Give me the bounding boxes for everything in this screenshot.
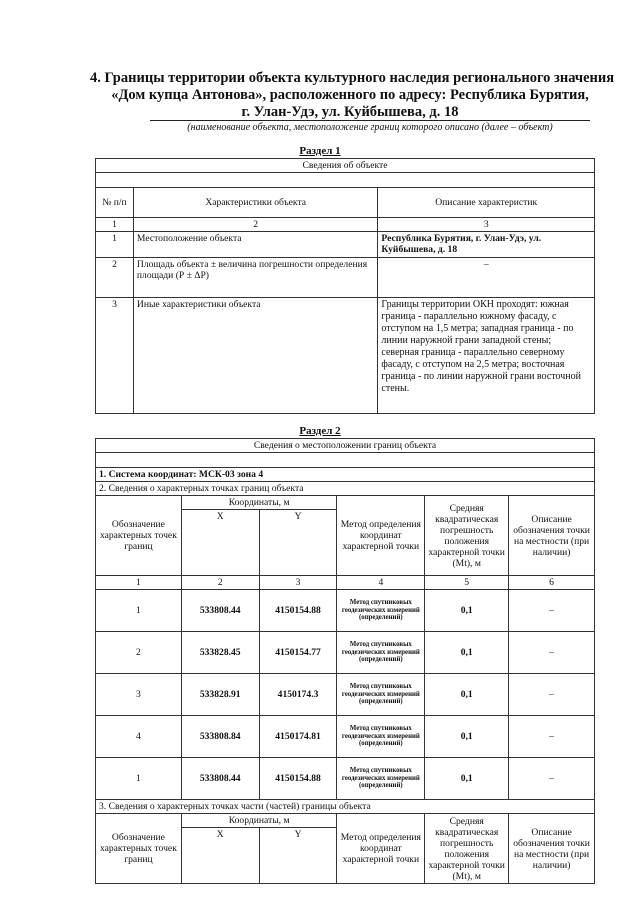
points-section-title: 2. Сведения о характерных точках границ объекта [96, 482, 595, 496]
section-2-title: Сведения о местоположении границ объекта [96, 439, 595, 453]
row-description: Границы территории ОКН проходят: южная граница - параллельно южному фасаду, с отступом на 1,5 метра; западная граница - по линии наружной грани западной стены; северная граница - параллельно северному фасаду, с отступом на 2,5 метра; восточная граница - по линии наружной грани восточной стены. [378, 298, 595, 414]
index-cell: 1 [96, 218, 134, 232]
point-x: 533808.84 [181, 716, 259, 758]
col-header-point: Обозначение характерных точек границ [96, 496, 182, 576]
point-x: 533808.44 [181, 590, 259, 632]
col-header-point-description: Описание обозначения точки на местности (при наличии) [509, 814, 595, 884]
col-header-no: № п/п [96, 188, 134, 218]
section-1-table [95, 158, 595, 414]
col-header-y: Y [259, 828, 337, 884]
row-no: 2 [96, 258, 134, 298]
row-description: Республика Бурятия, г. Улан-Удэ, ул. Куйбышева, д. 18 [378, 232, 595, 258]
col-header-x: X [181, 828, 259, 884]
heading-caption: (наименование объекта, местоположение границ которого описано (далее – объект) [187, 122, 553, 133]
heading-line-2: «Дом купца Антонова», расположенного по адресу: Республика Бурятия, [111, 87, 589, 103]
point-name: 4 [96, 716, 182, 758]
table-row [96, 716, 595, 758]
point-x: 533828.91 [181, 674, 259, 716]
point-method: Метод спутниковых геодезических измерений (определений) [337, 632, 425, 674]
col-header-coordinates: Координаты, м [181, 496, 337, 510]
spacer-row [96, 173, 595, 188]
point-method: Метод спутниковых геодезических измерений (определений) [337, 674, 425, 716]
index-cell: 3 [259, 576, 337, 590]
section-1-title: Сведения об объекте [96, 159, 595, 173]
point-x: 533828.45 [181, 632, 259, 674]
point-mt: 0,1 [425, 632, 509, 674]
col-header-description: Описание характеристик [378, 188, 595, 218]
section-1-label: Раздел 1 [299, 145, 341, 157]
spacer-row [96, 453, 595, 468]
index-cell: 6 [509, 576, 595, 590]
point-method: Метод спутниковых геодезических измерений (определений) [337, 716, 425, 758]
table-row [96, 674, 595, 716]
col-header-error: Средняя квадратическая погрешность положения характерной точки (Мt), м [425, 814, 509, 884]
heading-line-3: г. Улан-Удэ, ул. Куйбышева, д. 18 [241, 104, 459, 120]
section-2-table [95, 438, 595, 884]
row-characteristic: Площадь объекта ± величина погрешности определения площади (Р ± ΔР) [133, 258, 378, 298]
col-header-characteristic: Характеристики объекта [133, 188, 378, 218]
point-y: 4150174.81 [259, 716, 337, 758]
index-cell: 4 [337, 576, 425, 590]
col-header-point: Обозначение характерных точек границ [96, 814, 182, 884]
index-cell: 3 [378, 218, 595, 232]
point-mt: 0,1 [425, 716, 509, 758]
col-header-coordinates: Координаты, м [181, 814, 337, 828]
point-description: – [509, 716, 595, 758]
point-name: 3 [96, 674, 182, 716]
point-description: – [509, 590, 595, 632]
point-name: 2 [96, 632, 182, 674]
row-no: 1 [96, 232, 134, 258]
table-row [96, 632, 595, 674]
col-header-x: X [181, 510, 259, 576]
table-row [96, 298, 595, 414]
point-method: Метод спутниковых геодезических измерений (определений) [337, 758, 425, 800]
point-description: – [509, 758, 595, 800]
point-name: 1 [96, 590, 182, 632]
row-no: 3 [96, 298, 134, 414]
index-cell: 2 [133, 218, 378, 232]
table-row [96, 232, 595, 258]
index-cell: 5 [425, 576, 509, 590]
point-method: Метод спутниковых геодезических измерений (определений) [337, 590, 425, 632]
index-cell: 1 [96, 576, 182, 590]
section-2-label: Раздел 2 [299, 425, 341, 437]
table-row [96, 590, 595, 632]
row-characteristic: Местоположение объекта [133, 232, 378, 258]
col-header-point-description: Описание обозначения точки на местности (при наличии) [509, 496, 595, 576]
col-header-y: Y [259, 510, 337, 576]
point-y: 4150154.88 [259, 758, 337, 800]
col-header-method: Метод определения координат характерной точки [337, 814, 425, 884]
point-y: 4150174.3 [259, 674, 337, 716]
heading-underline [150, 120, 590, 121]
coordinate-system: 1. Система координат: МСК-03 зона 4 [96, 468, 595, 482]
point-y: 4150154.88 [259, 590, 337, 632]
point-name: 1 [96, 758, 182, 800]
point-description: – [509, 674, 595, 716]
row-characteristic: Иные характеристики объекта [133, 298, 378, 414]
table-row [96, 258, 595, 298]
col-header-error: Средняя квадратическая погрешность положения характерной точки (Мt), м [425, 496, 509, 576]
point-mt: 0,1 [425, 590, 509, 632]
point-description: – [509, 632, 595, 674]
index-cell: 2 [181, 576, 259, 590]
point-y: 4150154.77 [259, 632, 337, 674]
parts-section-title: 3. Сведения о характерных точках части (частей) границы объекта [96, 800, 595, 814]
row-description: – [378, 258, 595, 298]
heading-line-1: 4. Границы территории объекта культурного наследия регионального значения [90, 70, 615, 86]
point-mt: 0,1 [425, 758, 509, 800]
document-heading [90, 70, 615, 121]
point-x: 533808.44 [181, 758, 259, 800]
col-header-method: Метод определения координат характерной точки [337, 496, 425, 576]
point-mt: 0,1 [425, 674, 509, 716]
table-row [96, 758, 595, 800]
